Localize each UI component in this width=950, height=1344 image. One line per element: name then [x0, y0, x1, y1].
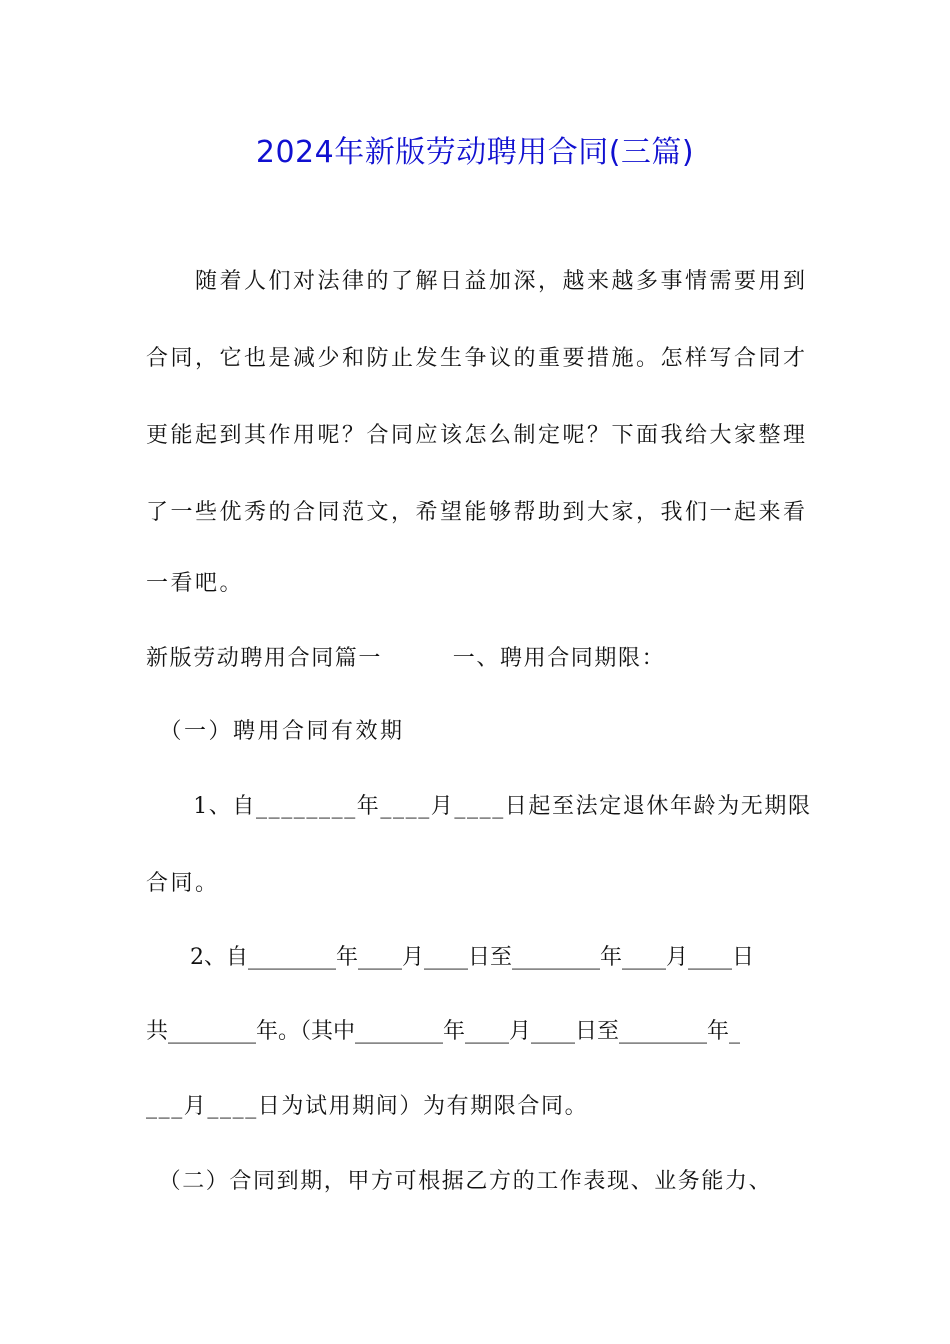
clause-1-line-1: 1、自________年____月____日起至法定退休年龄为无期限: [146, 794, 812, 819]
intro-line-1: 随着人们对法律的了解日益加深，越来越多事情需要用到: [146, 269, 808, 294]
clause-2-line-1: 2、自________年____月____日至________年____月____日: [146, 945, 754, 970]
intro-line-3: 更能起到其作用呢？合同应该怎么制定呢？下面我给大家整理: [146, 423, 808, 448]
clause-2-line-3: ___月____日为试用期间）为有期限合同。: [146, 1094, 589, 1119]
intro-line-4: 了一些优秀的合同范文，希望能够帮助到大家，我们一起来看: [146, 500, 808, 525]
subheading-contract-expiry: （二）合同到期，甲方可根据乙方的工作表现、业务能力、: [146, 1169, 773, 1194]
intro-line-2: 合同，它也是减少和防止发生争议的重要措施。怎样写合同才: [146, 346, 808, 371]
clause-1-line-2: 合同。: [146, 871, 220, 896]
subheading-contract-validity: （一）聘用合同有效期: [146, 719, 405, 744]
clause-2-line-2: 共________年。（其中________年____月____日至________年_: [146, 1019, 741, 1044]
document-title: 2024年新版劳动聘用合同(三篇): [255, 135, 695, 170]
intro-line-5: 一看吧。: [146, 571, 245, 596]
section-heading: 新版劳动聘用合同篇一 一、聘用合同期限：: [146, 646, 666, 671]
